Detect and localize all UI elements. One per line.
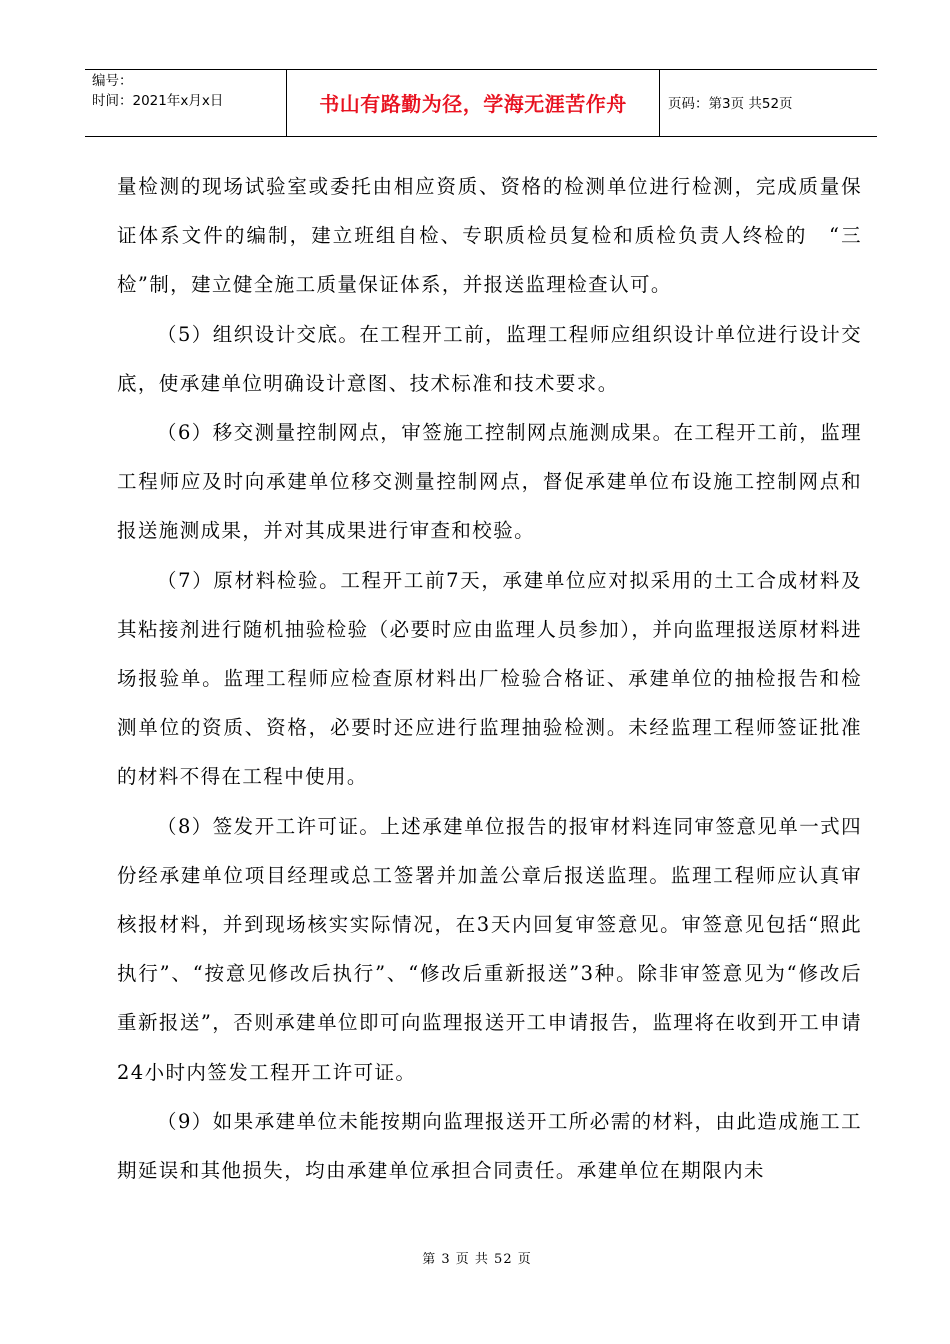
paragraph-item-6: （6）移交测量控制网点，审签施工控制网点施测成果。在工程开工前，监理工程师应及时向承建单位移交测量控制网点，督促承建单位布设施工控制网点和报送施测成果，并对其成果进行审查和校验。: [117, 421, 862, 543]
header-motto: 书山有路勤为径，学海无涯苦作舟: [287, 70, 660, 136]
header-meta: [85, 70, 287, 136]
footer-page-number: 第 3 页 共 52 页: [422, 1252, 532, 1267]
page-footer: [0, 1248, 950, 1267]
header-page-number: 页码：第3页 共52页: [668, 96, 793, 112]
page-header: [85, 69, 877, 137]
document-body: [117, 162, 862, 1195]
paragraph-continuation: 量检测的现场试验室或委托由相应资质、资格的检测单位进行检测，完成质量保证体系文件的编制，建立班组自检、专职质检员复检和质检负责人终检的 “三检”制，建立健全施工质量保证体系，并报送监理检查认可。: [117, 175, 862, 297]
paragraph-item-5: （5）组织设计交底。在工程开工前，监理工程师应组织设计单位进行设计交底，使承建单位明确设计意图、技术标准和技术要求。: [117, 322, 862, 395]
paragraph-item-8: （8）签发开工许可证。上述承建单位报告的报审材料连同审签意见单一式四份经承建单位项目经理或总工签署并加盖公章后报送监理。监理工程师应认真审核报材料，并到现场核实实际情况，在3天内回复审签意见。审签意见包括“照此执行”、“按意见修改后执行”、“修改后重新报送”3种。除非审签意见为“修改后重新报送”，否则承建单位即可向监理报送开工申请报告，监理将在收到开工申请24小时内签发工程开工许可证。: [117, 814, 862, 1084]
paragraph-item-9: （9）如果承建单位未能按期向监理报送开工所必需的材料，由此造成施工工期延误和其他损失，均由承建单位承担合同责任。承建单位在期限内未: [117, 1109, 862, 1183]
date-label: 时间：2021年x月x日: [92, 93, 224, 109]
serial-number-label: 编号：: [92, 73, 133, 89]
paragraph-item-7: （7）原材料检验。工程开工前7天，承建单位应对拟采用的土工合成材料及其粘接剂进行随机抽验检验（必要时应由监理人员参加），并向监理报送原材料进场报验单。监理工程师应检查原材料出厂检验合格证、承建单位的抽检报告和检测单位的资质、资格，必要时还应进行监理抽验检测。未经监理工程师签证批准的材料不得在工程中使用。: [117, 568, 862, 789]
